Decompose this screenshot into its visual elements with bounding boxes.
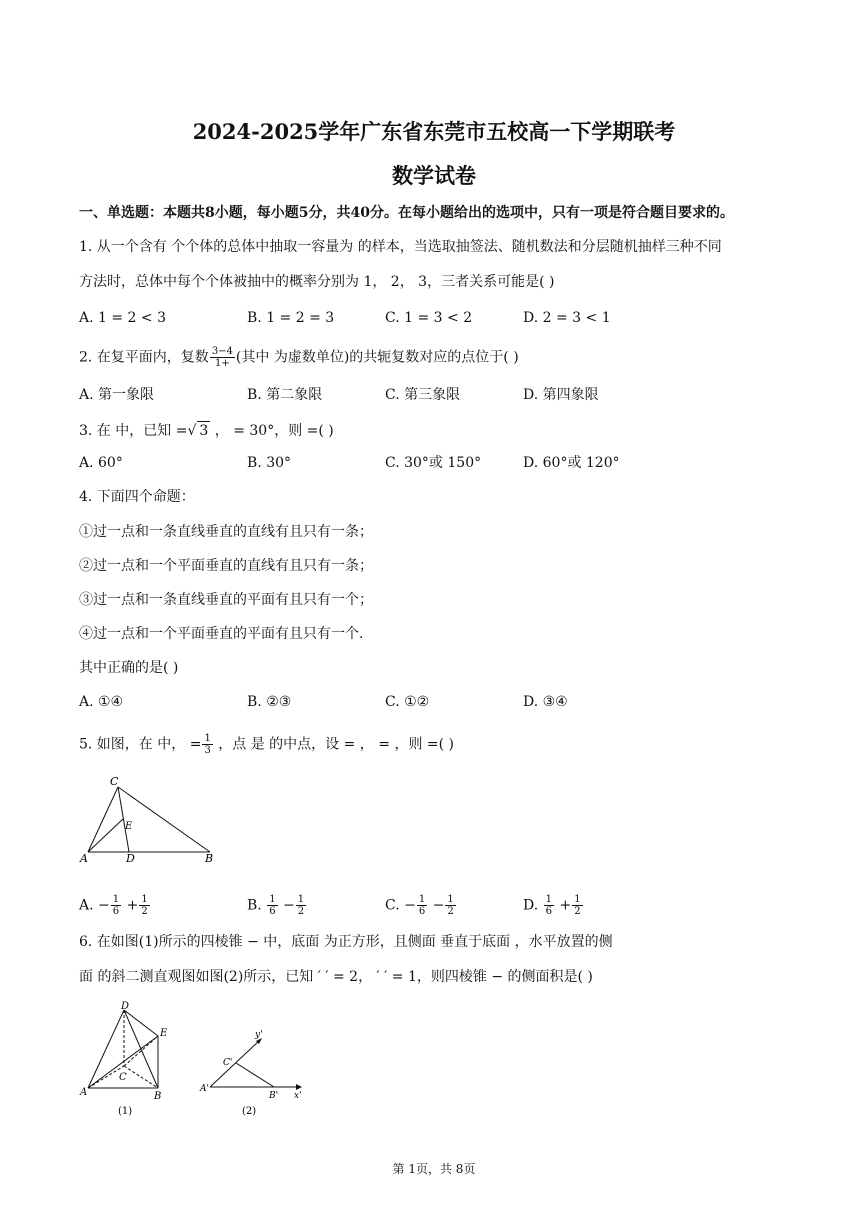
q3-stem [79,421,334,440]
q2-stem [79,346,519,369]
q4-item-4: ④过一点和一个平面垂直的平面有且只有一个. [79,626,364,642]
x-axis-arrow-icon [296,1084,302,1090]
q5-a-mid: + [122,897,139,914]
q3-option-b: B. 30° [247,455,292,471]
q6-fig1-label-d: D [121,1001,130,1012]
q2-option-c: C. 第三象限 [385,387,461,403]
q2-frac-den: 1+ [214,358,230,369]
q4-item-3: ③过一点和一条直线垂直的平面有且只有一个； [79,592,373,608]
exam-title: 2024-2025学年广东省东莞市五校高一下学期联考 [192,119,676,144]
q6-fig1-label-a: A [80,1087,88,1098]
q5-triangle-figure [78,772,228,870]
q4-question: 其中正确的是( ) [79,660,179,676]
q5-label-a: A [80,852,88,865]
q5-a-frac1 [111,894,121,917]
q6-fig1-caption: (1) [118,1106,133,1117]
q5-a-n2: 1 [141,894,148,905]
q3-option-d: D. 60°或 120° [523,455,620,471]
q5-segment-ae [88,819,123,852]
q6-edge-de [124,1010,158,1036]
q2-stem-pre: 2. 在复平面内，复数 [79,349,209,366]
exam-subtitle: 数学试卷 [392,163,476,188]
q5-d-n2: 1 [574,894,581,905]
q6-fig2-label-b: B' [269,1091,279,1101]
q6-stem-line2: 面 的斜二测直观图如图(2)所示，已知 ′ ′ = 2， ′ ′ = 1，则四棱锥 − 的侧面积是( ) [79,969,593,985]
q5-d-frac1 [544,894,554,917]
q6-oblique-figure [196,1028,306,1124]
q5-c-n2: 1 [447,894,454,905]
q6-segment-cb [236,1063,274,1087]
q5-a-n1: 1 [112,894,120,905]
q2-frac-num: 3−4 [211,346,233,357]
q5-a-d1: 6 [112,906,120,917]
q6-stem-line1: 6. 在如图(1)所示的四棱锥 − 中，底面 为正方形，且侧面 垂直于底面 ，水平放置的侧 [79,934,613,950]
q5-d-frac2 [572,894,582,917]
q5-edge-ca [88,787,118,852]
q5-frac-num: 1 [204,733,211,744]
q5-stem [79,733,454,756]
q2-option-b: B. 第二象限 [247,387,323,403]
q2-option-d: D. 第四象限 [523,387,599,403]
q6-fig1-label-c: C [119,1072,127,1083]
sqrt-icon: √ [187,423,197,439]
q3-stem-post: ， = 30°，则 =( ) [210,423,334,439]
q5-d-n1: 1 [545,894,553,905]
q6-edge-ce [124,1036,158,1066]
q2-fraction [210,346,235,369]
q5-option-b [247,894,307,917]
q1-stem-line2: 方法时，总体中每个个体被抽中的概率分别为 1， 2， 3，三者关系可能是( ) [79,274,555,290]
q5-label-c: C [110,775,119,788]
q4-option-d: D. ③④ [523,694,568,710]
q5-label-b: B [205,852,214,865]
q4-item-2: ②过一点和一个平面垂直的直线有且只有一条； [79,558,373,574]
q5-b-mid: − [278,897,295,914]
q4-option-c: C. ①② [385,694,430,710]
q5-frac-den: 3 [204,745,211,756]
q5-a-prefix: A. − [79,897,110,914]
q5-c-frac2 [445,894,455,917]
q5-b-d2: 2 [297,906,305,917]
q2-option-a: A. 第一象限 [79,387,155,403]
q6-fig1-label-b: B [154,1091,162,1102]
q5-d-prefix: D. [523,897,543,914]
q5-edge-cb [118,787,210,852]
q5-label-e: E [125,821,133,832]
q5-b-frac1 [267,894,277,917]
q5-c-d2: 2 [447,906,454,917]
q6-y-axis [210,1040,260,1087]
q6-fig2-label-x: x' [294,1091,302,1101]
q1-option-a: A. 1 = 2 < 3 [79,310,166,326]
q5-c-mid: − [428,897,445,914]
q4-option-a: A. ①④ [79,694,124,710]
q4-option-b: B. ②③ [247,694,292,710]
q5-d-d2: 2 [574,906,581,917]
q5-option-d [523,894,584,917]
q4-item-1: ①过一点和一条直线垂直的直线有且只有一条； [79,524,373,540]
q5-option-c [385,894,457,917]
q6-fig1-label-e: E [160,1028,168,1039]
q1-option-b: B. 1 = 2 = 3 [247,310,335,326]
q5-segment-cd [118,787,129,852]
q5-d-d1: 6 [545,906,553,917]
q5-a-frac2 [139,894,149,917]
q2-stem-post: (其中 为虚数单位)的共轭复数对应的点位于( ) [235,349,519,366]
q5-b-prefix: B. [247,897,267,914]
section-heading: 一、单选题：本题共8小题，每小题5分，共40分。在每小题给出的选项中，只有一项是符合题目要求的。 [79,205,734,221]
q5-c-prefix: C. − [385,897,416,914]
q5-label-d: D [126,852,135,865]
q5-b-n2: 1 [297,894,305,905]
q5-option-a [79,894,151,917]
q5-b-d1: 6 [269,906,276,917]
q5-b-frac2 [296,894,306,917]
q5-fraction [202,733,212,756]
q1-option-d: D. 2 = 3 < 1 [523,310,611,326]
q3-stem-pre: 3. 在 中，已知 = [79,423,188,439]
q6-fig2-label-a: A' [200,1084,209,1094]
q6-pyramid-figure [76,1000,186,1122]
q6-fig2-label-y: y' [255,1030,263,1040]
q6-fig2-label-c: C' [223,1058,233,1068]
q5-c-d1: 6 [418,906,426,917]
q5-c-n1: 1 [418,894,426,905]
q5-d-mid: + [555,897,572,914]
q5-c-frac1 [417,894,427,917]
q5-b-n1: 1 [269,894,276,905]
q5-stem-post: ，点 是 的中点，设 = ， = ，则 =( ) [213,736,454,753]
q1-option-c: C. 1 = 3 < 2 [385,310,473,326]
q3-sqrt-value: 3 [199,423,209,439]
q5-stem-pre: 5. 如图，在 中， = [79,736,202,753]
q5-a-d2: 2 [141,906,148,917]
q3-option-c: C. 30°或 150° [385,455,482,471]
q4-stem: 4. 下面四个命题： [79,489,195,505]
q6-fig2-caption: (2) [242,1106,257,1117]
q3-option-a: A. 60° [79,455,123,471]
q1-stem-line1: 1. 从一个含有 个个体的总体中抽取一容量为 的样本，当选取抽签法、随机数法和分层随机抽样三种不同 [79,239,722,255]
page-footer: 第 1页，共 8页 [392,1162,476,1176]
